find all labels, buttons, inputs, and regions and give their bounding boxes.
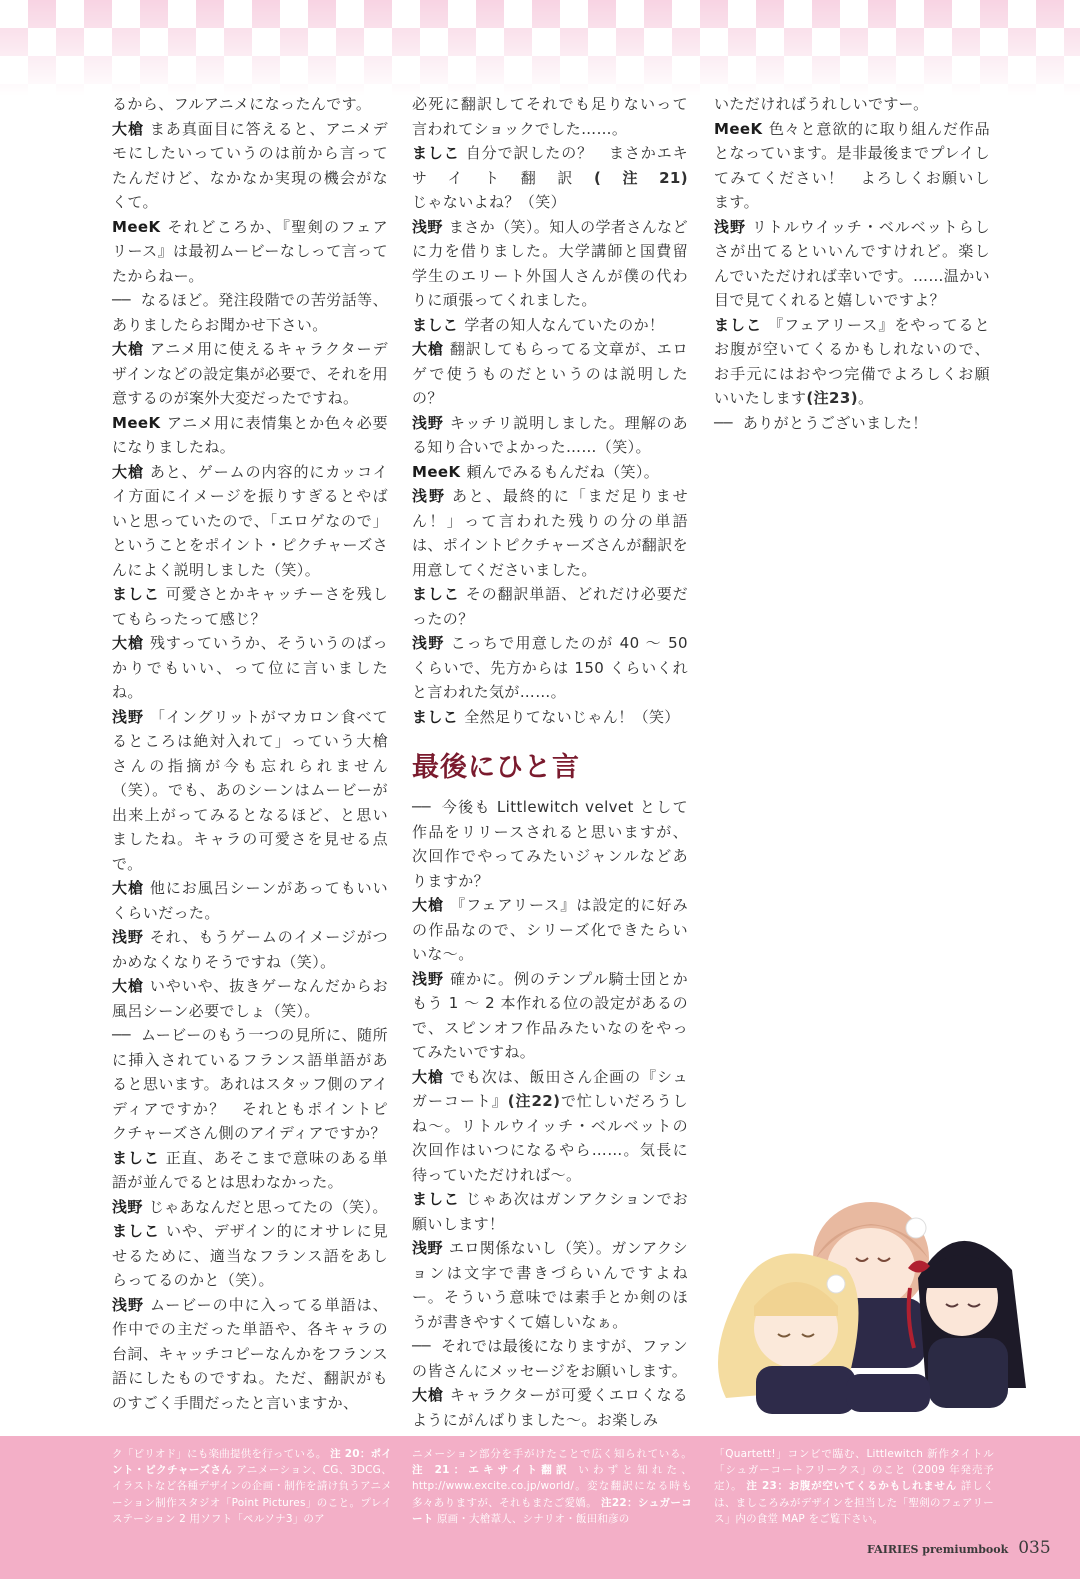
- footnote-text: いわずと知れた、http://www.excite.co.jp/world/。変な翻訳になる時も多々ありますが、それもまたご愛嬌。: [412, 1464, 692, 1509]
- footnote-text: 原画・大槍葦人、シナリオ・飯田和彦の: [436, 1512, 630, 1525]
- dialogue-text: いや、デザイン的にオサレに見せるために、適当なフランス語をあしらってるのかと（笑）。: [112, 1222, 388, 1289]
- speaker-name: 大槍: [112, 879, 144, 897]
- dialogue-line: [412, 1236, 688, 1334]
- speaker-name: 大槍: [412, 340, 444, 358]
- dialogue-text: こっちで用意したのが 40 ～ 50 くらいで、先方からは 150 くらいくれと言われた気が……。: [412, 634, 688, 701]
- dialogue-line: [112, 582, 388, 631]
- dialogue-text: キッチリ説明しました。理解のある知り合いでよかった……（笑）。: [412, 413, 689, 456]
- dialogue-text: ありがとうございました！: [742, 413, 928, 432]
- footnote-text: 詳しくは、ましころみがデザインを担当した「聖剣のフェアリース」内の食堂 MAP をご覧下さい。: [714, 1480, 994, 1525]
- dialogue-text: ムービーのもう一つの見所に、随所に挿入されているフランス語単語があると思います。あれはスタッフ側のアイディアですか？ それともポイントピクチャーズさん側のアイディアですか？: [112, 1026, 388, 1142]
- dialogue-line: [112, 337, 388, 411]
- dialogue-text: で忙しいだろうしね～。リトルウイッチ・ベルベットの次回作はいつになるやら……。気長に待っていただければ～。: [412, 1092, 688, 1184]
- section-heading: 最後にひと言: [412, 752, 580, 783]
- dialogue-line: [412, 631, 688, 705]
- dialogue-text: ムービーの中に入ってる単語は、作中での主だった単語や、各キャラの台詞、キャッチコピーなんかをフランス語にしたものですね。ただ、翻訳がものすごく手間だったと言いますか、: [112, 1295, 388, 1412]
- speaker-name: ましこ: [112, 585, 160, 603]
- checker-header-pattern: [0, 0, 1080, 96]
- dialogue-line: [112, 215, 388, 289]
- speaker-name: ましこ: [714, 315, 763, 334]
- dialogue-line: [412, 411, 688, 460]
- speaker-name: 大槍: [412, 1386, 444, 1404]
- dialogue-text: アニメ用に表情集とか色々必要になりましたね。: [112, 413, 388, 456]
- footnote-label: 注22：シュガーコート: [412, 1496, 692, 1525]
- footnote-label: 注 23：お腹が空いてくるかもしれません: [746, 1480, 957, 1493]
- speaker-name: 浅野: [112, 1197, 143, 1216]
- dialogue-line: [112, 1146, 388, 1195]
- dialogue-line: [714, 215, 990, 313]
- article-column-3: [714, 92, 990, 435]
- dialogue-text: あと、ゲームの内容的にカッコイイ方面にイメージを振りすぎるとやばいと思っていたので、「エロゲなので」ということをポイント・ピクチャーズさんによく説明しました（笑）。: [112, 462, 389, 579]
- dialogue-text: でも次は、飯田さん企画の『シュガーコート』: [412, 1067, 689, 1110]
- speaker-name: 大槍: [112, 119, 144, 138]
- dialogue-line: [412, 795, 688, 893]
- dialogue-text: じゃあ次はガンアクションでお願いします！: [412, 1190, 689, 1233]
- dialogue-line: [112, 1023, 388, 1146]
- dialogue-text: 『フェアリース』をやってるとお腹が空いてくるかもしれないので、お手元にはおやつ完備でよろしくお願いいたします: [714, 315, 990, 407]
- dialogue-text: 今後も Littlewitch velvet として作品をリリースされると思いますが、次回作でやってみたいジャンルなどありますか？: [412, 798, 688, 890]
- dialogue-text: 色々と意欲的に取り組んだ作品となっています。是非最後までプレイしてみてください！ よろしくお願いします。: [714, 119, 990, 211]
- chibi-characters-illustration: [696, 1188, 1042, 1418]
- speaker-name: 浅野: [412, 969, 444, 988]
- dialogue-line: [112, 288, 388, 337]
- dialogue-text: 残すっていうか、そういうのばっかりでもいい、って位に言いましたね。: [112, 634, 388, 701]
- speaker-name: 浅野: [412, 413, 444, 432]
- dialogue-text: アニメ用に使えるキャラクターデザインなどの設定集が必要で、それを用意するのが案外大変だったですね。: [112, 340, 389, 407]
- dialogue-text: 自分で訳したの？ まさかエキサイト翻訳: [412, 144, 689, 187]
- dialogue-text: まさか（笑）。知人の学者さんなどに力を借りました。大学講師と国費留学生のエリート外国人さんが僕の代わりに頑張ってくれました。: [412, 217, 688, 309]
- dialogue-text: いやいや、抜きゲーなんだからお風呂シーン必要でしょ（笑）。: [112, 977, 389, 1020]
- speaker-name: 浅野: [112, 1295, 144, 1314]
- speaker-name: 浅野: [412, 1239, 443, 1257]
- speaker-name: 浅野: [112, 707, 144, 726]
- dialogue-line: [112, 411, 388, 460]
- dialogue-line: [112, 631, 388, 705]
- speaker-name: ましこ: [112, 1222, 161, 1240]
- speaker-name: MeeK: [112, 413, 161, 432]
- dialogue-text: それ、もうゲームのイメージがつかめなくなりそうですね（笑）。: [112, 928, 389, 971]
- interviewer-dash: ──: [714, 413, 733, 432]
- speaker-name: MeeK: [112, 217, 161, 236]
- dialogue-text: 正直、あそこまで意味のある単語が並んでるとは思わなかった。: [112, 1148, 389, 1191]
- dialogue-text: 可愛さとかキャッチーさを残してもらったって感じ？: [112, 585, 389, 628]
- dialogue-line: [112, 925, 388, 974]
- page-number: 035: [1018, 1538, 1051, 1558]
- dialogue-text: それどころか、『聖剣のフェアリース』は最初ムービーなしって言ってたからねー。: [112, 217, 388, 285]
- dialogue-line: [412, 893, 688, 967]
- speaker-name: 浅野: [714, 217, 746, 236]
- footnote-text: ク「ピリオド」にも楽曲提供を行っている。: [112, 1448, 327, 1460]
- footnote-column-2: [412, 1446, 692, 1527]
- interviewer-dash: ──: [112, 291, 131, 309]
- dialogue-text: 「イングリットがマカロン食べてるところは絶対入れて」っていう大槍さんの指摘が今も忘れられません（笑）。でも、あのシーンはムービーが出来上がってみるとなるほど、と思いましたね。キャラの可愛さを見せる点で。: [112, 707, 388, 873]
- footnote-label: 注 20：ポイント・ピクチャーズさん: [112, 1448, 392, 1477]
- footnote-column-1: [112, 1446, 392, 1527]
- dialogue-line: [412, 705, 688, 730]
- dialogue-line: [714, 313, 990, 411]
- dialogue-text: 全然足りてないじゃん！（笑）: [464, 707, 680, 726]
- speaker-name: 大槍: [412, 1067, 444, 1086]
- dialogue-line: [412, 337, 688, 411]
- dialogue-text: エロ関係ないし（笑）。ガンアクションは文字で書きづらいんですよねー。そういう意味では素手とか剣のほうが書きやすくて嬉しいなぁ。: [412, 1239, 688, 1331]
- dialogue-text: 。: [858, 389, 874, 407]
- footnote-label: 注 21：エキサイト翻訳: [412, 1464, 571, 1477]
- speaker-name: MeeK: [714, 119, 763, 138]
- dialogue-line: [112, 1219, 388, 1293]
- speaker-name: 浅野: [412, 487, 446, 505]
- dialogue-text: 他にお風呂シーンがあってもいいくらいだった。: [112, 879, 388, 922]
- speaker-name: 大槍: [412, 896, 445, 914]
- speaker-name: 大槍: [112, 977, 144, 995]
- speaker-name: 浅野: [412, 634, 445, 652]
- dialogue-text: いただければうれしいですー。: [714, 95, 929, 113]
- dialogue-text: リトルウイッチ・ベルベットらしさが出てるといいんですけれど。楽しんでいただければ幸いです。……温かい目で見てくれると嬉しいですよ？: [714, 217, 991, 309]
- dialogue-line: [412, 484, 688, 582]
- dialogue-line: [112, 1293, 388, 1416]
- dialogue-text: 確かに。例のテンプル騎士団とかもう 1 ～ 2 本作れる位の設定があるので、スピンオフ作品みたいなのをやってみたいですね。: [412, 969, 688, 1061]
- dialogue-line: [112, 117, 388, 215]
- interviewer-dash: ──: [412, 798, 431, 816]
- footnote-text: 「Quartett!」コンビで臨む、Littlewitch 新作タイトル「シュガーコートフリークス」のこと（2009 年発売予定）。: [714, 1448, 994, 1493]
- dialogue-line: [112, 974, 388, 1023]
- dialogue-line: [112, 460, 388, 583]
- dialogue-text: 頼んでみるもんだね（笑）。: [466, 462, 660, 481]
- dialogue-line: [714, 92, 990, 117]
- footnote-column-3: [714, 1446, 994, 1527]
- note-reference: (注23): [806, 389, 858, 407]
- speaker-name: 浅野: [412, 217, 443, 236]
- dialogue-text: じゃないよね？（笑）: [412, 193, 567, 211]
- dialogue-line: [412, 92, 688, 141]
- speaker-name: ましこ: [412, 1190, 460, 1208]
- dialogue-line: [112, 92, 388, 117]
- dialogue-line: [412, 141, 688, 215]
- article-column-2: [412, 92, 688, 1432]
- dialogue-line: [412, 1334, 688, 1383]
- speaker-name: MeeK: [412, 462, 461, 481]
- dialogue-line: [412, 460, 688, 485]
- dialogue-text: 翻訳してもらってる文章が、エロゲで使うものだというのは説明したの？: [412, 340, 688, 407]
- interviewer-dash: ──: [112, 1026, 131, 1044]
- interviewer-dash: ──: [412, 1337, 431, 1355]
- dialogue-text: それでは最後になりますが、ファンの皆さんにメッセージをお願いします。: [412, 1337, 688, 1380]
- speaker-name: 大槍: [112, 340, 144, 358]
- footnote-text: アニメーション、CG、3DCG、イラストなど各種デザインの企画・制作を請け負うアニメーション制作スタジオ「Point Pictures」のこと。プレイステーション 2 用ソフト「ペルソナ3」のア: [112, 1464, 392, 1525]
- speaker-name: 大槍: [112, 462, 144, 481]
- dialogue-line: [412, 215, 688, 313]
- dialogue-line: [112, 705, 388, 877]
- dialogue-text: まあ真面目に答えると、アニメデモにしたいっていうのは前から言ってたんだけど、なかなか実現の機会がなくて。: [112, 119, 388, 211]
- dialogue-text: なるほど。発注段階での苦労話等、ありましたらお聞かせ下さい。: [112, 291, 388, 334]
- dialogue-line: [412, 1065, 688, 1188]
- dialogue-text: るから、フルアニメになったんです。: [112, 95, 372, 113]
- dialogue-line: [412, 967, 688, 1065]
- dialogue-text: 『フェアリース』は設定的に好みの作品なので、シリーズ化できたらいいな～。: [412, 896, 688, 963]
- speaker-name: ましこ: [412, 585, 460, 603]
- note-reference: (注22): [507, 1092, 561, 1110]
- dialogue-line: [714, 117, 990, 215]
- dialogue-text: 学者の知人なんていたのか！: [464, 315, 665, 334]
- article-column-1: [112, 92, 388, 1415]
- dialogue-text: あと、最終的に「まだ足りません！」って言われた残りの分の単語は、ポイントピクチャーズさんが翻訳を用意してくださいました。: [412, 487, 689, 579]
- dialogue-line: [412, 313, 688, 338]
- book-title: FAIRIES premiumbook: [867, 1543, 1009, 1556]
- dialogue-line: [112, 876, 388, 925]
- dialogue-text: じゃあなんだと思ってたの（笑）。: [148, 1197, 388, 1216]
- speaker-name: ましこ: [112, 1148, 160, 1167]
- speaker-name: 浅野: [112, 928, 144, 946]
- speaker-name: ましこ: [412, 315, 459, 334]
- dialogue-text: キャラクターが可愛くエロくなるようにがんばりました～。お楽しみ: [412, 1386, 689, 1429]
- note-reference: (注21): [594, 168, 689, 187]
- dialogue-text: その翻訳単語、どれだけ必要だったの？: [412, 585, 689, 628]
- footnote-text: ニメーション部分を手がけたことで広く知られている。: [412, 1448, 692, 1460]
- dialogue-line: [112, 1195, 388, 1220]
- speaker-name: 大槍: [112, 634, 144, 652]
- dialogue-line: [412, 1187, 688, 1236]
- dialogue-line: [412, 582, 688, 631]
- speaker-name: ましこ: [412, 144, 460, 162]
- dialogue-line: [714, 411, 990, 436]
- speaker-name: ましこ: [412, 707, 459, 726]
- dialogue-text: 必死に翻訳してそれでも足りないって言われてショックでした……。: [412, 95, 688, 138]
- page-footer: [867, 1538, 1051, 1564]
- dialogue-line: [412, 1383, 688, 1432]
